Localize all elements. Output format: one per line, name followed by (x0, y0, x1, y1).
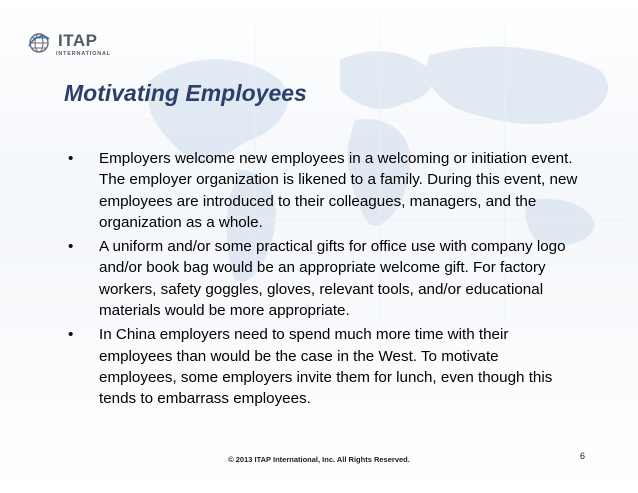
bullet-list (68, 148, 578, 413)
bullet-marker: • (68, 326, 74, 344)
bullet-text: A uniform and/or some practical gifts for office use with company logo and/or book bag would be an appropriate welcome gift. For factory workers, safety goggles, gloves, relevant tools, and/or educational materials would be more appropriate. (99, 238, 566, 320)
bullet-text: Employers welcome new employees in a welcoming or initiation event. The employer organization is likened to a family. During this event, new employees are introduced to their colleagues, managers, and the organization as a whole. (99, 150, 578, 231)
bullet-marker: • (68, 150, 74, 167)
bullet-item (68, 148, 578, 233)
bullet-item (68, 236, 578, 321)
logo-wordmark: ITAP (58, 31, 98, 50)
bullet-text: In China employers need to spend much more time with their employees than would be the case in the West. To motivate employees, some employers invite them for lunch, even though this tends to embarrass employees. (99, 326, 553, 408)
bullet-item (68, 324, 578, 409)
bullet-marker: • (68, 238, 74, 256)
slide-title: Motivating Employees (64, 80, 307, 106)
page-number: 6 (580, 451, 586, 461)
itap-logo (28, 28, 118, 64)
copyright-footer: © 2013 ITAP International, Inc. All Rights Reserved. (228, 455, 410, 464)
globe-icon (28, 32, 50, 54)
logo-subtitle: INTERNATIONAL (56, 51, 111, 57)
